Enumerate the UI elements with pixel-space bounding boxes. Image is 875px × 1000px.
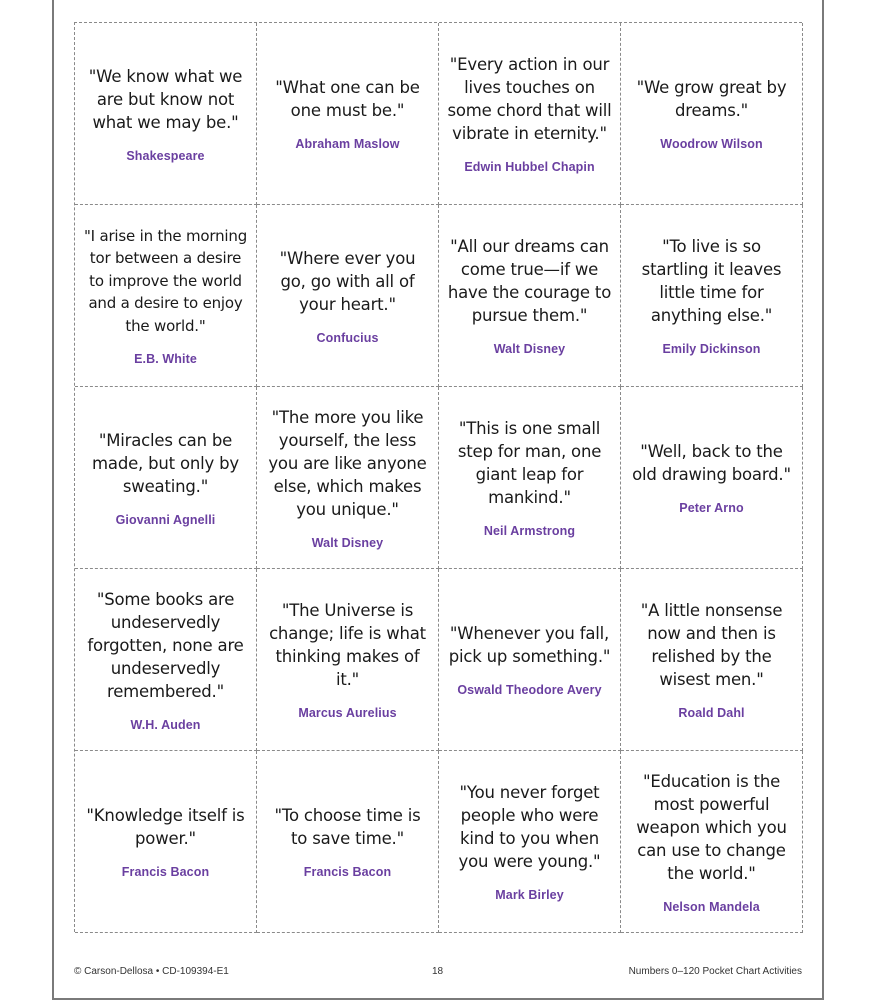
quote-author: Marcus Aurelius — [298, 706, 397, 720]
quote-card — [257, 205, 439, 387]
quote-text: "A little nonsense now and then is relished by the wisest men." — [640, 601, 783, 689]
quote-card — [257, 23, 439, 205]
quote-card — [621, 205, 803, 387]
quote-card — [75, 387, 257, 569]
quote-card — [439, 569, 621, 751]
quote-card — [621, 387, 803, 569]
quote-card — [621, 751, 803, 933]
quote-text: "You never forget people who were kind to you when you were young." — [458, 783, 601, 871]
quote-author: Woodrow Wilson — [660, 137, 763, 151]
quote-text: "Every action in our lives touches on some chord that will vibrate in eternity." — [447, 55, 612, 143]
quote-card — [75, 569, 257, 751]
quote-text: "The more you like yourself, the less you are like anyone else, which makes you unique." — [268, 407, 427, 519]
quote-text: "Miracles can be made, but only by sweating." — [92, 430, 239, 496]
page-number: 18 — [432, 966, 444, 977]
quote-author: Neil Armstrong — [483, 524, 576, 538]
quote-author: Roald Dahl — [678, 706, 745, 720]
quote-text: "What one can be one must be." — [275, 78, 420, 120]
quote-author: Oswald Theodore Avery — [457, 683, 602, 697]
quote-text: "Some books are undeservedly forgotten, none are undeservedly remembered." — [87, 589, 244, 701]
quote-card — [621, 569, 803, 751]
quote-author: Abraham Maslow — [295, 137, 400, 151]
quote-author: Walt Disney — [311, 535, 384, 550]
quote-author: Giovanni Agnelli — [115, 512, 216, 527]
quote-text: "Whenever you fall, pick up something." — [448, 624, 611, 666]
quote-text: "We know what we are but know not what we may be." — [88, 66, 243, 132]
quote-author: Francis Bacon — [303, 865, 392, 879]
quote-card — [439, 387, 621, 569]
quote-card — [257, 569, 439, 751]
quote-text: "Education is the most powerful weapon which you can use to change the world." — [636, 771, 787, 883]
quote-author: Peter Arno — [679, 501, 744, 515]
quote-author: Emily Dickinson — [662, 342, 761, 356]
quote-author: E.B. White — [134, 352, 197, 367]
quote-text: "I arise in the morning tor between a desire to improve the world and a desire to enjoy the world." — [83, 226, 248, 335]
quote-card — [257, 387, 439, 569]
footer-book-title: Numbers 0–120 Pocket Chart Activities — [628, 966, 802, 977]
quote-text: "Knowledge itself is power." — [86, 806, 245, 848]
quote-card — [439, 751, 621, 933]
quote-text: "The Universe is change; life is what thinking makes of it." — [269, 601, 426, 689]
quote-card — [439, 205, 621, 387]
quote-author: Edwin Hubbel Chapin — [464, 160, 595, 174]
quote-author: Mark Birley — [495, 888, 564, 902]
quote-card — [439, 23, 621, 205]
quote-author: Francis Bacon — [121, 865, 210, 879]
footer-copyright: © Carson-Dellosa • CD-109394-E1 — [74, 966, 229, 977]
quote-text: "This is one small step for man, one giant leap for mankind." — [457, 419, 602, 507]
quote-card — [257, 751, 439, 933]
quote-card — [621, 23, 803, 205]
quote-author: Nelson Mandela — [663, 899, 760, 914]
quote-author: Confucius — [316, 330, 379, 345]
quote-card — [75, 205, 257, 387]
quote-author: Walt Disney — [493, 342, 566, 356]
quote-card-grid — [74, 22, 802, 932]
quote-text: "We grow great by dreams." — [636, 78, 787, 120]
quote-text: "Well, back to the old drawing board." — [632, 442, 791, 484]
quote-text: "To choose time is to save time." — [274, 806, 421, 848]
quote-card — [75, 23, 257, 205]
quote-text: "All our dreams can come true—if we have the courage to pursue them." — [447, 237, 612, 325]
quote-author: W.H. Auden — [130, 717, 201, 732]
quote-text: "Where ever you go, go with all of your heart." — [279, 248, 416, 314]
quote-card — [75, 751, 257, 933]
quote-author: Shakespeare — [126, 148, 205, 163]
quote-text: "To live is so startling it leaves little time for anything else." — [641, 237, 782, 325]
